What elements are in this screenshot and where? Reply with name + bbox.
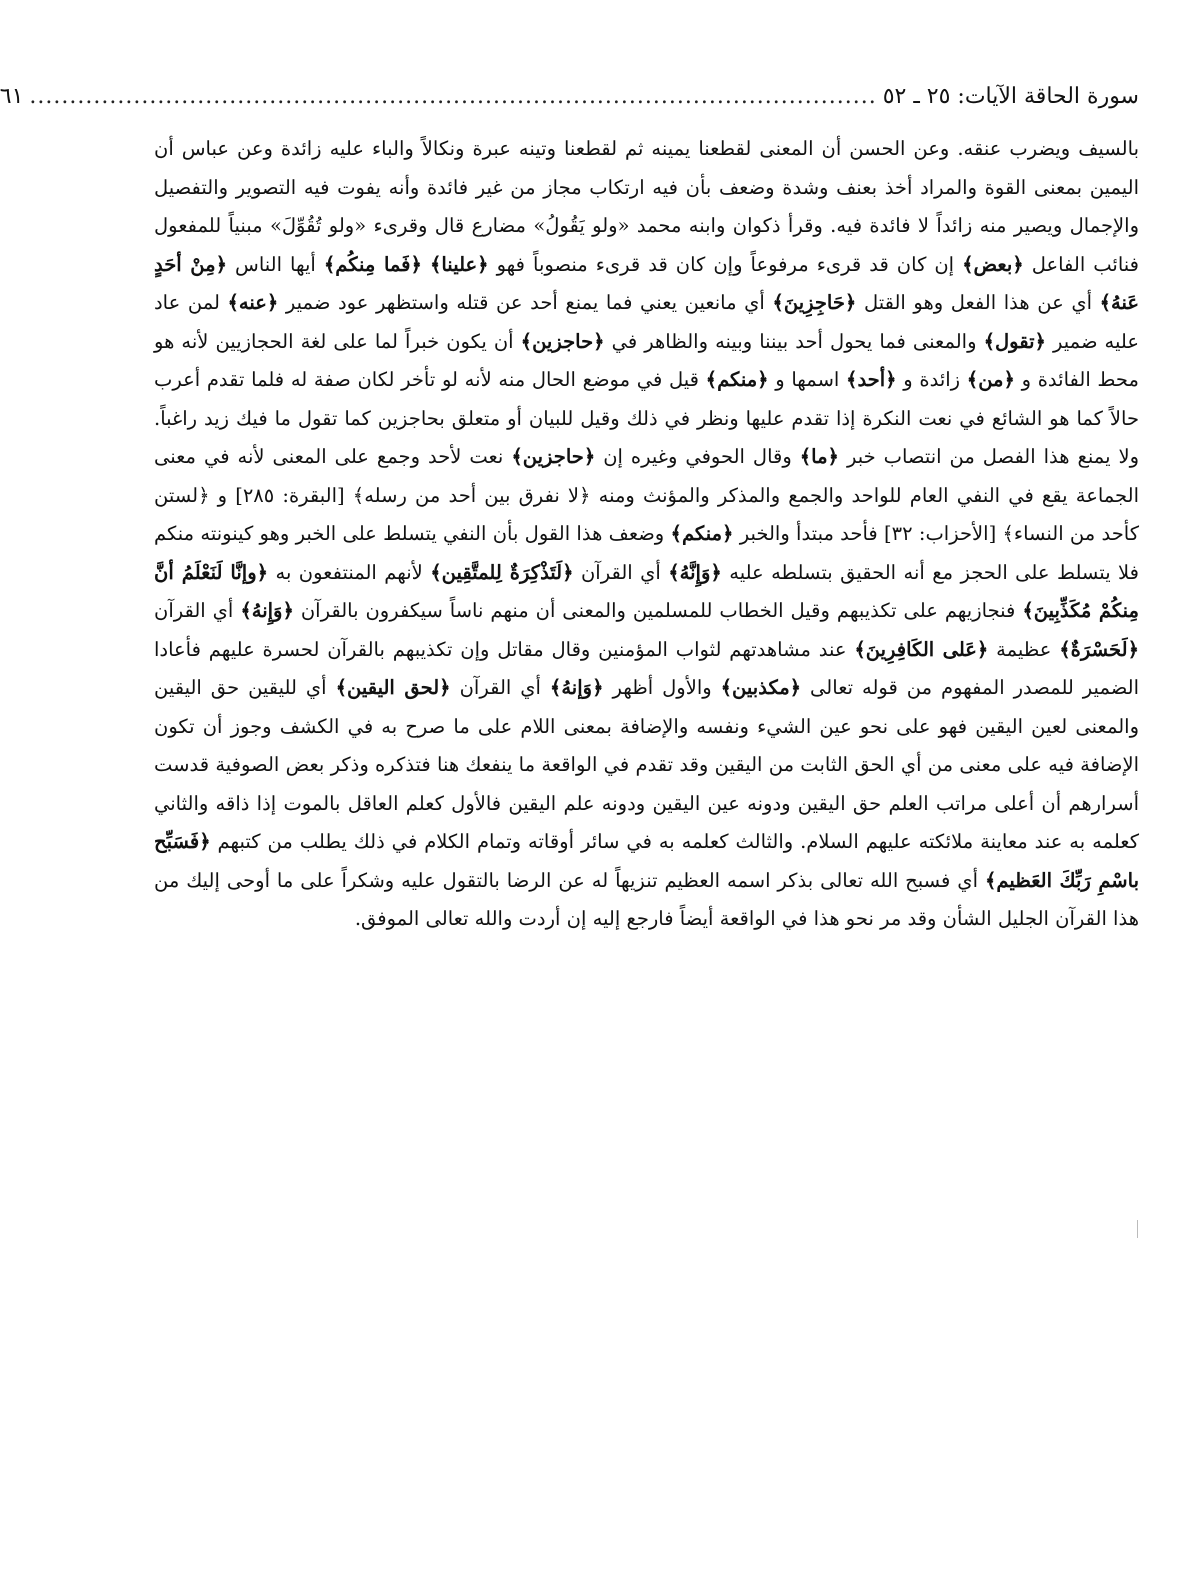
quran-verse-quote: ﴿لَحَسْرَةٌ﴾: [1059, 637, 1140, 661]
quran-verse-quote: ﴿منكم﴾: [670, 522, 734, 545]
commentary-text: وضعف هذا القول بأن النفي يتسلط على الخبر وهو كينونته منكم فلا يتسلط على الحجز مع أنه الحقيق بتسلطه عليه: [154, 522, 1139, 584]
scan-edge-mark: [1137, 1220, 1138, 1238]
quran-verse-quote: ﴿حَاجِزِينَ﴾: [772, 291, 857, 314]
commentary-text: عند مشاهدتهم لثواب المؤمنين وقال مقاتل وإن تكذيبهم بالقرآن لحسرة عليهم فأعادا الضمير للمصدر المفهوم من قوله تعالى: [154, 637, 1139, 699]
quran-verse-quote: ﴿وَإِنهُ﴾: [240, 599, 294, 622]
commentary-text: فنجازيهم على تكذيبهم وقيل الخطاب للمسلمين والمعنى أن منهم ناساً سيكفرون بالقرآن: [293, 599, 1023, 622]
quran-verse-quote: ﴿مكذبين﴾: [720, 676, 802, 699]
running-header: [0, 78, 1139, 116]
commentary-text: وقال الحوفي وغيره إن: [595, 445, 800, 468]
commentary-text: والمعنى فما يحول أحد بيننا وبينه والظاهر في: [604, 329, 984, 353]
body-text: [154, 130, 1139, 939]
quran-verse-quote: ﴿تقول﴾: [983, 329, 1046, 353]
commentary-text: أيها الناس: [227, 252, 324, 276]
body-paragraph: [154, 130, 1139, 939]
commentary-text: لمن عاد عليه ضمير: [154, 291, 1139, 353]
quran-verse-quote: ﴿فَما مِنكُم﴾: [323, 252, 422, 276]
commentary-text: أي فسبح الله تعالى بذكر اسمه العظيم تنزيهاً له عن الرضا بالتقول عليه وشكراً على ما أوحى إليك من هذا القرآن الجليل الشأن وقد مر نحو هذا في الواقعة أيضاً فارجع إليه إن أردت والله تعالى الموفق.: [154, 868, 1139, 930]
quran-verse-quote: ﴿وإنَّا لَنَعْلَمُ أنَّ مِنكُمْ مُكَذِّبِينَ﴾: [154, 560, 1139, 622]
quran-verse-quote: ﴿وَإنهُ﴾: [549, 676, 604, 699]
commentary-text: أي مانعين يعني فما يمنع أحد عن قتله واستظهر عود ضمير: [278, 291, 773, 314]
page-number: ٦١: [0, 84, 24, 109]
commentary-text: أي القرآن: [450, 676, 550, 699]
commentary-text: زائدة و: [896, 368, 967, 391]
page: [0, 78, 1140, 1518]
quran-verse-quote: ﴿منكم﴾: [705, 368, 769, 391]
quran-verse-quote: ﴿بعض﴾: [962, 252, 1024, 276]
commentary-text: بالسيف ويضرب عنقه. وعن الحسن أن المعنى لقطعنا يمينه ثم لقطعنا وتينه عبرة ونكالاً والباء عليه زائدة وعن عباس أن اليمين بمعنى القوة والمراد أخذ بعنف وشدة وضعف بأن فيه ارتكاب مجاز من غير فائدة وأنه يفوت فيه التصوير والتفصيل والإجمال ويصير منه زائداً لا فائدة فيه. وقرأ ذكوان وابنه محمد «ولو يَقُولُ» مضارع قال وقرىء «ولو تُقُوِّلَ» مبنياً للمفعول فنائب الفاعل: [154, 137, 1140, 276]
commentary-text: نعت لأحد وجمع على المعنى لأنه في معنى الجماعة يقع في النفي العام للواحد والجمع والمذكر والمؤنث ومنه ﴿لا نفرق بين أحد من رسله﴾ [البقرة: ٢٨٥] و ﴿لستن كأحد من النساء﴾ [الأحزاب: ٣٢] فأحد مبتدأ والخبر: [154, 445, 1140, 545]
surah-title: سورة الحاقة الآيات: ٢٥ ـ ٥٢: [882, 84, 1139, 109]
quran-verse-quote: ﴿أحد﴾: [846, 368, 897, 391]
quran-verse-quote: ﴿فَسَبِّح باسْمِ رَبِّكَ العَظيم﴾: [154, 830, 1140, 892]
commentary-text: إن كان قد قرىء مرفوعاً وإن كان قد قرىء منصوباً فهو: [488, 252, 963, 276]
quran-verse-quote: ﴿علينا﴾: [429, 252, 489, 276]
commentary-text: أي القرآن: [154, 599, 241, 622]
commentary-text: أي عن هذا الفعل وهو القتل: [856, 291, 1100, 314]
commentary-text: لأنهم المنتفعون به: [268, 560, 431, 584]
commentary-text: عظيمة: [988, 637, 1060, 661]
commentary-text: اسمها و: [768, 368, 847, 391]
commentary-text: والأول أظهر: [603, 676, 721, 699]
commentary-text: أي لليقين حق اليقين والمعنى لعين اليقين فهو على نحو عين الشيء ونفسه والإضافة بمعنى اللام على ما صرح به في الكشف وجوز أن تكون الإضافة فيه على معنى من أي الحق الثابت من اليقين وقد تقدم في الواقعة ما ينفعك هنا فتذكره وذكر بعض الصوفية قدست أسرارهم أن أعلى مراتب العلم حق اليقين ودونه عين اليقين ودونه علم اليقين فالأول كعلم العاقل بالموت إذا ذاقه والثاني كعلمه به عند معاينة ملائكته عليهم السلام. والثالث كعلمه به في سائر أوقاته وتمام الكلام في ذلك يطلب من كتبهم: [154, 676, 1139, 853]
quran-verse-quote: ﴿ما﴾: [799, 445, 839, 468]
leader-dots: ..........................................................................................................: [29, 84, 877, 109]
quran-verse-quote: ﴿وَإِنَّهُ﴾: [668, 560, 722, 584]
quran-verse-quote: ﴿من﴾: [966, 368, 1015, 391]
quran-verse-quote: ﴿حاجزين﴾: [520, 329, 605, 353]
commentary-text: أن يكون خبراً لما على لغة الحجازيين لأنه هو محط الفائدة و: [154, 329, 1139, 391]
quran-verse-quote: ﴿لَتَذْكِرَةٌ لِلمتَّقِين﴾: [430, 560, 574, 584]
commentary-text: [422, 253, 430, 276]
quran-verse-quote: ﴿حاجزين﴾: [511, 445, 596, 468]
commentary-text: أي القرآن: [573, 560, 669, 584]
commentary-text: قيل في موضع الحال منه لأنه لو تأخر لكان صفة له فلما تقدم أعرب حالاً كما هو الشائع في نعت النكرة إذا تقدم عليها ونظر في ذلك وقيل للبيان أو متعلق بحاجزين كما تقول ما فيك زيد راغباً. ولا يمنع هذا الفصل من انتصاب خبر: [154, 368, 1139, 468]
quran-verse-quote: ﴿لحق اليقين﴾: [335, 676, 451, 699]
quran-verse-quote: ﴿مِنْ أحَدٍ عَنهُ﴾: [154, 252, 1139, 314]
quran-verse-quote: ﴿عَلى الكَافِرِينَ﴾: [854, 637, 989, 661]
quran-verse-quote: ﴿عنه﴾: [227, 291, 279, 314]
